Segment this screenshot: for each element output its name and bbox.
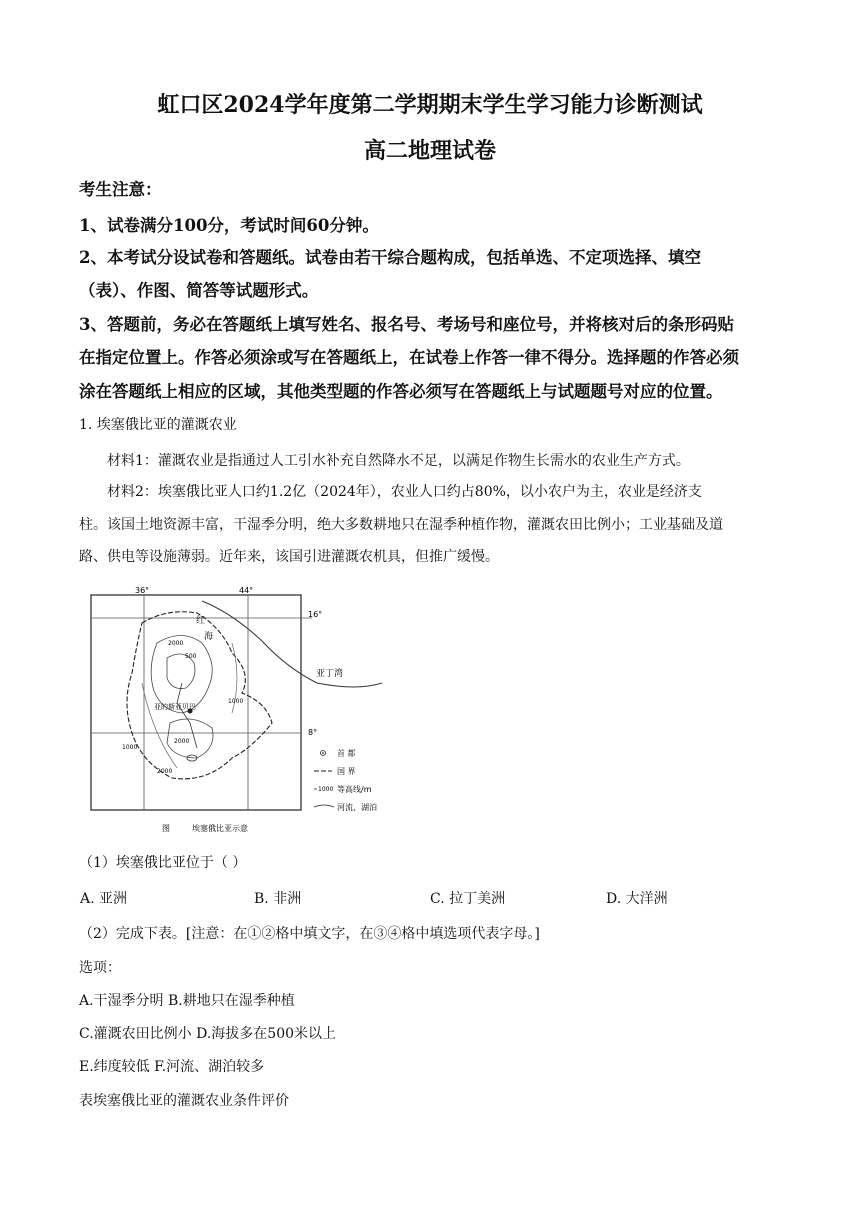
label-contour-500: 500	[185, 653, 197, 660]
label-red-sea-2: 海	[204, 632, 214, 642]
label-contour-2000-c: 2000	[157, 768, 173, 775]
label-lon-44: 44°	[239, 586, 254, 595]
label-contour-2000-b: 2000	[174, 738, 190, 745]
legend-contour-sample: 1000	[318, 786, 334, 793]
label-contour-1000-b: 1000	[122, 744, 138, 751]
options-line-1: A.干湿季分明 B.耕地只在湿季种植	[79, 993, 295, 1009]
question-1-title: 1. 埃塞俄比亚的灌溉农业	[79, 417, 237, 433]
material-1: 材料1：灌溉农业是指通过人工引水补充自然降水不足，以满足作物生长需水的农业生产方式。	[107, 453, 690, 469]
label-lat-16: 16°	[308, 610, 323, 619]
material-2-line-3: 路、供电等设施薄弱。近年来，该国引进灌溉农机具，但推广缓慢。	[79, 549, 499, 565]
label-contour-2000-a: 2000	[168, 640, 184, 647]
notice-item-3-line-1: 3、答题前，务必在答题纸上填写姓名、报名号、考场号和座位号，并将核对后的条形码贴	[79, 315, 734, 334]
options-line-3: E.纬度较低 F.河流、湖泊较多	[79, 1059, 265, 1075]
map-caption-prefix: 图	[162, 824, 170, 833]
label-gulf-of-aden: 亚丁湾	[316, 669, 344, 679]
notice-item-2-line-1: 2、本考试分设试卷和答题纸。试卷由若干综合题构成，包括单选、不定项选择、填空	[79, 248, 701, 267]
options-heading: 选项：	[79, 960, 121, 976]
sub-question-2-prompt: （2）完成下表。[注意：在①②格中填文字，在③④格中填选项代表字母。]	[79, 926, 540, 942]
label-capital: 亚的斯亚贝巴	[154, 703, 196, 711]
notice-item-2-line-2: （表）、作图、简答等试题形式。	[79, 281, 319, 300]
notice-item-3-line-2: 在指定位置上。作答必须涂或写在答题纸上，在试卷上作答一律不得分。选择题的作答必须	[79, 348, 739, 367]
material-2-line-2: 柱。该国土地资源丰富，干湿季分明，绝大多数耕地只在湿季种植作物，灌溉农田比例小；工业基础及道	[79, 517, 723, 533]
ethiopia-map	[82, 583, 427, 838]
legend-capital: 首 都	[337, 749, 356, 758]
sub-question-1-option-a: A. 亚洲	[80, 891, 128, 907]
sub-question-1-prompt: （1）埃塞俄比亚位于（ ）	[79, 855, 247, 871]
material-2-line-1: 材料2：埃塞俄比亚人口约1.2亿（2024年），农业人口约占80%，以小农户为主，农业是经济支	[107, 484, 702, 500]
legend-border: 国 界	[337, 767, 356, 776]
table-caption: 表埃塞俄比亚的灌溉农业条件评价	[79, 1093, 289, 1109]
options-line-2: C.灌溉农田比例小 D.海拔多在500米以上	[79, 1026, 337, 1042]
notice-item-3-line-3: 涂在答题纸上相应的区域，其他类型题的作答必须写在答题纸上与试题题号对应的位置。	[79, 382, 723, 401]
sub-question-1-option-c: C. 拉丁美洲	[430, 891, 506, 907]
label-lat-8: 8°	[308, 728, 318, 737]
coastline	[202, 601, 382, 687]
legend-river-icon	[314, 805, 334, 807]
sub-question-1-option-d: D. 大洋洲	[606, 891, 668, 907]
sub-question-1-option-b: B. 非洲	[254, 891, 302, 907]
notice-item-1: 1、试卷满分100分，考试时间60分钟。	[79, 216, 379, 235]
ethiopia-border	[127, 612, 272, 779]
contour-2000-north	[151, 636, 212, 714]
exam-subtitle: 高二地理试卷	[363, 138, 496, 164]
legend-river: 河流、湖泊	[337, 803, 377, 812]
notice-heading: 考生注意：	[79, 180, 162, 199]
contour-1000-west	[142, 683, 177, 768]
label-lon-36: 36°	[135, 586, 150, 595]
map-caption: 埃塞俄比亚示意	[192, 824, 248, 833]
label-red-sea-1: 红	[196, 616, 206, 626]
exam-title: 虹口区2024学年度第二学期期末学生学习能力诊断测试	[157, 92, 703, 118]
label-contour-1000-a: 1000	[228, 698, 244, 705]
legend-contour: 等高线/m	[337, 785, 372, 794]
